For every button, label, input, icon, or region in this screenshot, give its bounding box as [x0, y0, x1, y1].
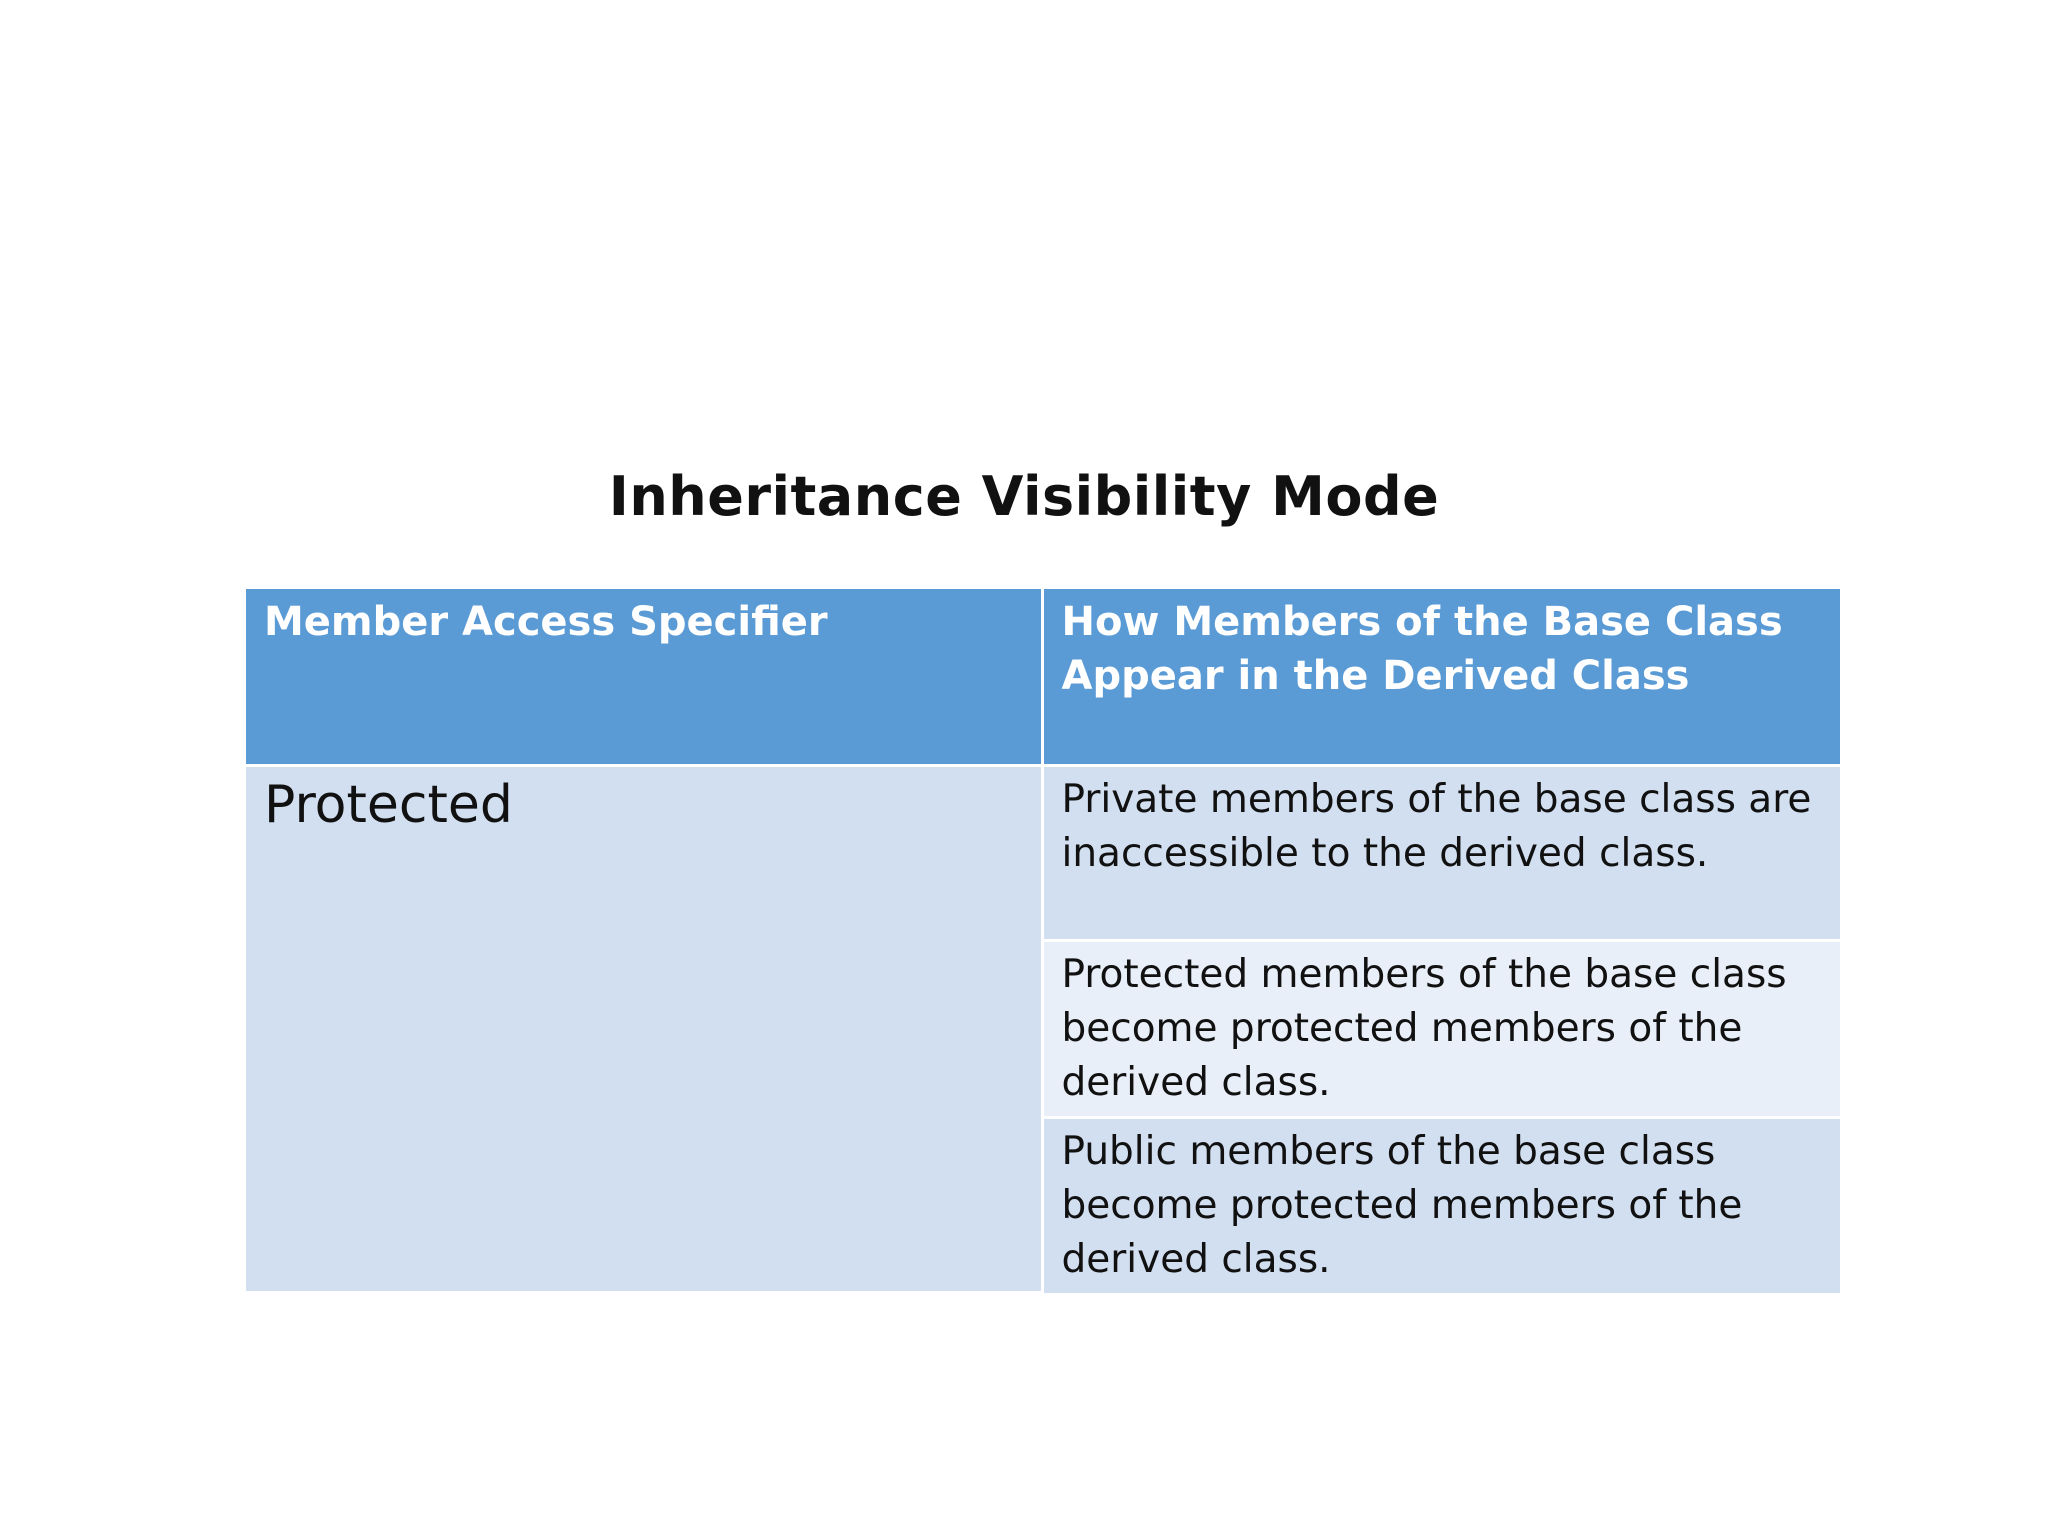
- table-row: [246, 765, 1840, 940]
- slide-title: Inheritance Visibility Mode: [608, 465, 1440, 528]
- specifier-cell: Protected: [246, 765, 1042, 1293]
- table-header-row: [246, 589, 1840, 765]
- header-member-access-specifier: Member Access Specifier: [246, 589, 1042, 765]
- visibility-table: [246, 589, 1840, 1294]
- public-members-cell: Public members of the base class become protected members of the derived class.: [1042, 1117, 1840, 1293]
- protected-members-cell: Protected members of the base class become protected members of the derived class.: [1042, 940, 1840, 1117]
- private-members-cell: Private members of the base class are inaccessible to the derived class.: [1042, 765, 1840, 940]
- header-how-members-appear: How Members of the Base Class Appear in the Derived Class: [1042, 589, 1840, 765]
